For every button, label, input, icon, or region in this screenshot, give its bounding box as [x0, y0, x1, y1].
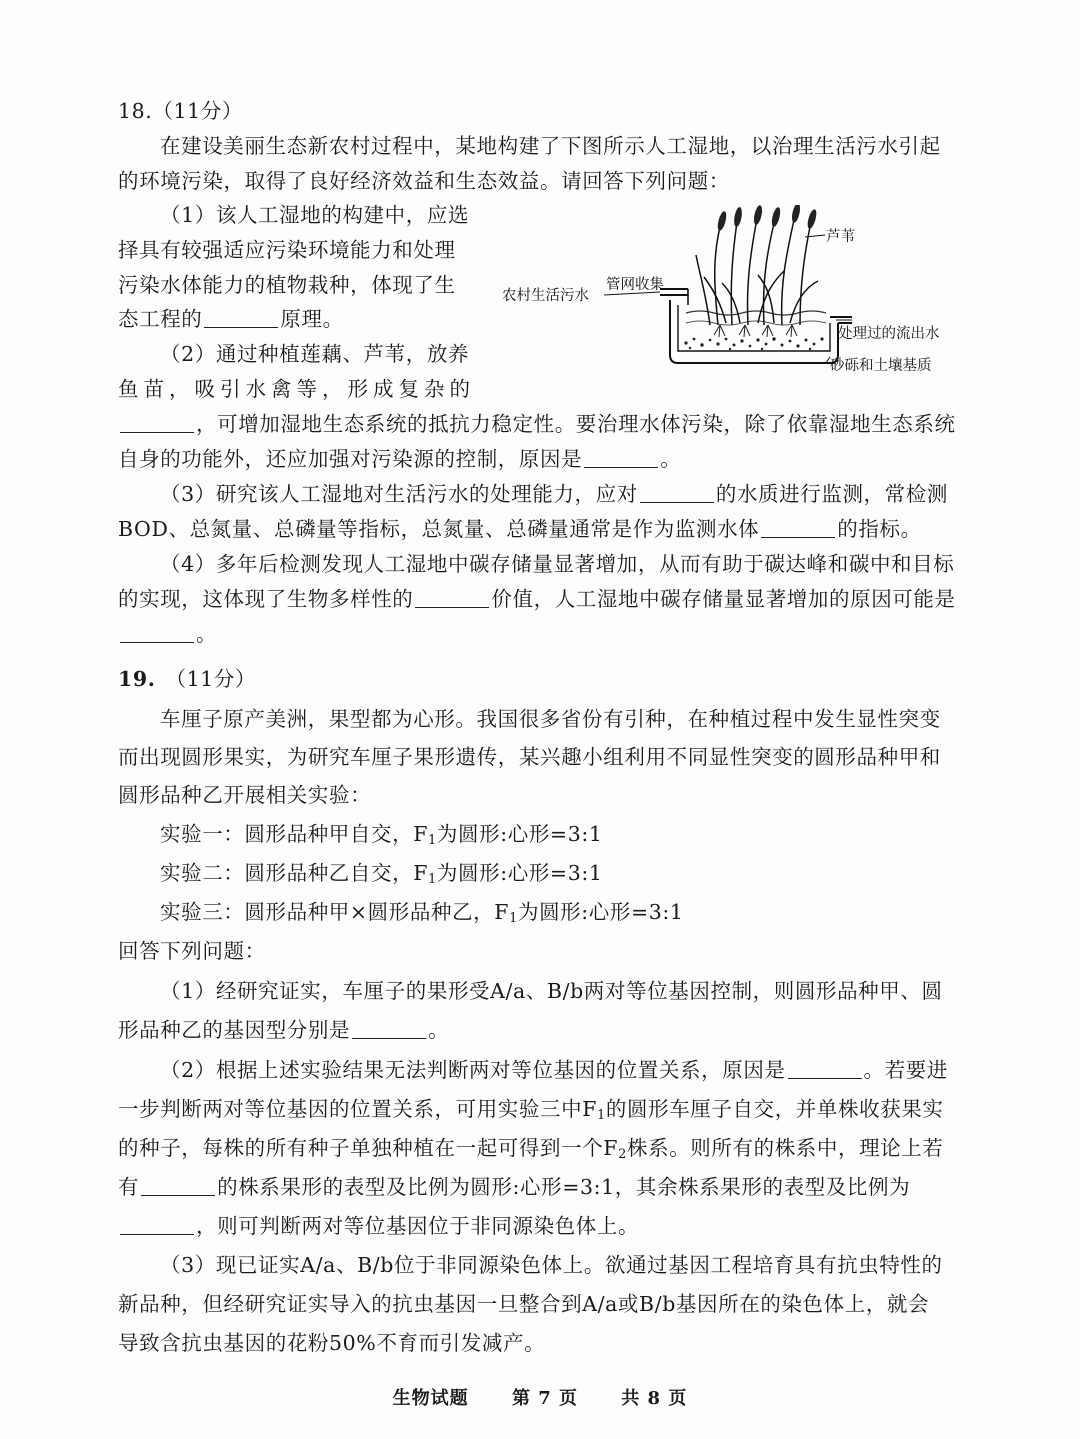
q19-intro-line1: 车厘子原产美洲，果型都为心形。我国很多省份有引种，在种植过程中发生显性突变 [160, 707, 941, 731]
label-pipe: 管网收集 [606, 277, 664, 293]
q18-part1-line2: 择具有较强适应污染环境能力和处理 [118, 238, 456, 262]
footer-page-number: 第 7 页 [511, 1388, 578, 1409]
q19-intro-line3: 圆形品种乙开展相关实验： [118, 783, 372, 807]
q18-intro-line2: 的环境污染，取得了良好经济效益和生态效益。请回答下列问题： [118, 169, 730, 193]
constructed-wetland-diagram [500, 205, 970, 380]
q18-part2-line1: （2）通过种植莲藕、芦苇，放养 [160, 342, 470, 366]
q19-part2-line3: 的种子，每株的所有种子单独种植在一起可得到一个$F_2$株系。则所有的株系中，理论上若 [118, 1136, 944, 1162]
q19-part3-line2: 新品种，但经研究证实导入的抗虫基因一旦整合到A/a或B/b基因所在的染色体上，就会 [118, 1292, 930, 1316]
q19-answer-prompt: 回答下列问题： [118, 939, 266, 963]
q19-part2-line5: ，则可判断两对等位基因位于非同源染色体上。 [118, 1211, 968, 1241]
answer-blank[interactable] [584, 447, 658, 468]
q18-part4-line1: （4）多年后检测发现人工湿地中碳存储量显著增加，从而有助于碳达峰和碳中和目标 [160, 552, 955, 576]
answer-blank[interactable] [120, 1214, 194, 1235]
page-footer [0, 1384, 1080, 1410]
q19-experiment-3: 实验三：圆形品种甲×圆形品种乙，$F_1$为圆形:心形=3:1 [160, 900, 684, 926]
q18-part3-line1: （3）研究该人工湿地对生活污水的处理能力，应对 的水质进行监测，常检测 [160, 482, 948, 506]
answer-blank[interactable] [141, 1175, 215, 1196]
q19-part2-line1: （2）根据上述实验结果无法判断两对等位基因的位置关系，原因是 。若要进 [160, 1058, 948, 1082]
q18-part4-line3: 。 [118, 619, 968, 649]
q18-part2-line3: ，可增加湿地生态系统的抵抗力稳定性。要治理水体污染，除了依靠湿地生态系统 [118, 409, 968, 439]
label-substrate: 砂砾和土壤基质 [830, 358, 932, 374]
q19-intro-line2: 而出现圆形果实，为研究车厘子果形遗传，某兴趣小组利用不同显性突变的圆形品种甲和 [118, 745, 941, 769]
footer-subject: 生物试题 [392, 1388, 469, 1409]
footer-total-pages: 共 8 页 [621, 1388, 688, 1409]
q19-experiment-2: 实验二：圆形品种乙自交，$F_1$为圆形:心形=3:1 [160, 861, 603, 887]
q18-header: 18.（11分） [118, 99, 243, 123]
q18-part1-line4: 态工程的 原理。 [118, 307, 344, 331]
q19-part3-line1: （3）现已证实A/a、B/b位于非同源染色体上。欲通过基因工程培育具有抗虫特性的 [160, 1253, 943, 1277]
q19-part1-line1: （1）经研究证实，车厘子的果形受A/a、B/b两对等位基因控制，则圆形品种甲、圆 [160, 979, 943, 1003]
q18-part3-line2: BOD、总氮量、总磷量等指标，总氮量、总磷量通常是作为监测水体 的指标。 [118, 517, 922, 541]
q19-part2-line2: 一步判断两对等位基因的位置关系，可用实验三中$F_1$的圆形车厘子自交，并单株收获果实 [118, 1097, 944, 1123]
answer-blank[interactable] [640, 482, 714, 503]
q18-intro-line1: 在建设美丽生态新农村过程中，某地构建了下图所示人工湿地，以治理生活污水引起 [160, 134, 941, 158]
answer-blank[interactable] [352, 1018, 426, 1039]
q18-part2-line4: 自身的功能外，还应加强对污染源的控制，原因是 。 [118, 447, 682, 471]
q19-header: 19. （11分） [118, 667, 257, 691]
answer-blank[interactable] [415, 587, 489, 608]
q19-part1-line2: 形品种乙的基因型分别是 。 [118, 1018, 450, 1042]
label-sewage: 农村生活污水 [502, 288, 589, 304]
label-outflow: 处理过的流出水 [838, 326, 940, 342]
answer-blank[interactable] [788, 1058, 862, 1079]
q19-experiment-1: 实验一：圆形品种甲自交，$F_1$为圆形:心形=3:1 [160, 822, 603, 848]
label-reed: 芦苇 [826, 229, 855, 245]
q19-part3-line3: 导致含抗虫基因的花粉50%不育而引发减产。 [118, 1331, 546, 1355]
q18-part1-line3: 污染水体能力的植物栽种，体现了生 [118, 273, 456, 297]
q18-part4-line2: 的实现，这体现了生物多样性的 价值，人工湿地中碳存储量显著增加的原因可能是 [118, 587, 956, 611]
answer-blank[interactable] [204, 307, 278, 328]
answer-blank[interactable] [120, 622, 194, 643]
q18-part2-line2: 鱼苗，吸引水禽等，形成复杂的 [118, 377, 475, 401]
answer-blank[interactable] [120, 412, 194, 433]
q18-part1-line1: （1）该人工湿地的构建中，应选 [160, 203, 470, 227]
q19-part2-line4: 有 的株系果形的表型及比例为圆形:心形=3:1，其余株系果形的表型及比例为 [118, 1175, 911, 1199]
answer-blank[interactable] [761, 517, 835, 538]
